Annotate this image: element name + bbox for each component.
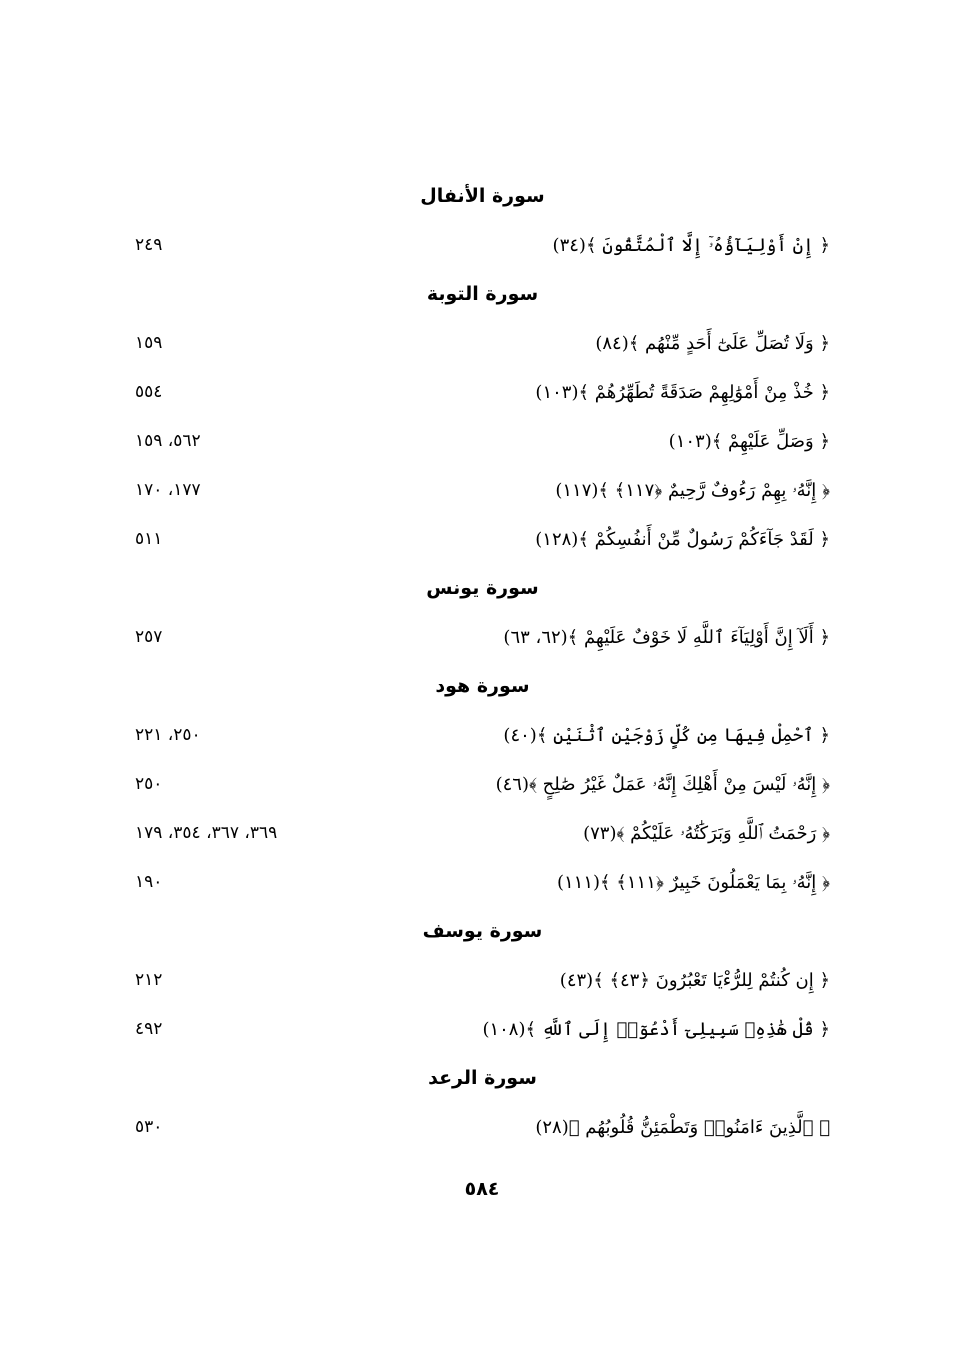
verse-text: ﴿ ٱلَّذِينَ ءَامَنُوا۟ وَتَطْمَئِنُّ قُلُوبُهُم ﴾(٢٨) xyxy=(535,1117,830,1138)
surah-title: سورة التوبة xyxy=(426,283,539,305)
verse-text: ﴿ ٱحْمِلْ فِيهَا مِن كُلٍّ زَوْجَيْنِ ٱثْنَيْنِ ﴾(٤٠) xyxy=(503,725,830,746)
verse-text: ﴿ إِنَّهُۥ بِهِمْ رَءُوفٌ رَّحِيمٌ ﴿١١٧﴾ ﴾(١١٧) xyxy=(555,480,830,501)
page-references: ٣٦٩، ٣٦٧، ٣٥٤، ١٧٩ xyxy=(135,823,278,843)
page-references: ١٩٠ xyxy=(135,872,163,892)
page-references: ٥٥٤ xyxy=(135,382,163,402)
verse-index xyxy=(135,172,830,1152)
surah-title: سورة الأنفال xyxy=(420,185,545,207)
verse-text: ﴿ إِنَّهُۥ لَيْسَ مِنْ أَهْلِكَ إِنَّهُۥ عَمَلٌ غَيْرُ صَٰلِحٍ ﴾(٤٦) xyxy=(495,774,830,795)
verse-text: ﴿ قُلْ هَٰذِهِۦ سَبِيلِىٓ أَدْعُوٓا۟ إِلَى ٱللَّهِ ﴾(١٠٨) xyxy=(482,1019,830,1040)
index-entry xyxy=(135,368,830,417)
page-references: ٢٥٠ xyxy=(135,774,163,794)
index-entry xyxy=(135,809,830,858)
verse-text: ﴿ خُذْ مِنْ أَمْوَٰلِهِمْ صَدَقَةً تُطَهِّرُهُمْ ﴾(١٠٣) xyxy=(535,382,830,403)
page-references: ٤٩٢ xyxy=(135,1019,163,1039)
index-entry xyxy=(135,515,830,564)
index-entry xyxy=(135,613,830,662)
page-references: ١٥٩ xyxy=(135,333,163,353)
surah-title: سورة يوسف xyxy=(422,920,543,942)
page-references: ٥١١ xyxy=(135,529,163,549)
surah-title: سورة يونس xyxy=(426,577,539,599)
index-entry xyxy=(135,466,830,515)
page-references: ٢٤٩ xyxy=(135,235,163,255)
index-entry xyxy=(135,417,830,466)
verse-text: ﴿ أَلَآ إِنَّ أَوْلِيَآءَ ٱللَّهِ لَا خَوْفٌ عَلَيْهِمْ ﴾(٦٢، ٦٣) xyxy=(503,627,830,648)
verse-text: ﴿ رَحْمَتُ ٱللَّهِ وَبَرَكَٰتُهُۥ عَلَيْكُمْ ﴾(٧٣) xyxy=(583,823,830,844)
index-entry xyxy=(135,1103,830,1152)
verse-text: ﴿ وَصَلِّ عَلَيْهِمْ ﴾(١٠٣) xyxy=(668,431,830,452)
index-entry xyxy=(135,221,830,270)
page-references: ٢١٢ xyxy=(135,970,163,990)
verse-text: ﴿ إِنَّهُۥ بِمَا يَعْمَلُونَ خَبِيرٌ ﴿١١١﴾ ﴾(١١١) xyxy=(556,872,830,893)
index-entry xyxy=(135,319,830,368)
index-entry xyxy=(135,956,830,1005)
surah-title: سورة الرعد xyxy=(428,1067,537,1089)
index-entry xyxy=(135,711,830,760)
verse-text: ﴿ لَقَدْ جَآءَكُمْ رَسُولٌ مِّنْ أَنفُسِكُمْ ﴾(١٢٨) xyxy=(535,529,830,550)
surah-title: سورة هود xyxy=(435,675,530,697)
verse-text: ﴿ وَلَا تُصَلِّ عَلَىٰٓ أَحَدٍ مِّنْهُم ﴾(٨٤) xyxy=(595,333,830,354)
index-entry xyxy=(135,1005,830,1054)
page-references: ٢٥٧ xyxy=(135,627,163,647)
page-references: ٥٣٠ xyxy=(135,1117,163,1137)
page-references: ٢٥٠، ٢٢١ xyxy=(135,725,201,745)
index-entry xyxy=(135,760,830,809)
index-entry xyxy=(135,858,830,907)
page-references: ١٧٧، ١٧٠ xyxy=(135,480,201,500)
verse-text: ﴿ إِنْ أَوْلِيَآؤُهُۥٓ إِلَّا ٱلْمُتَّقُونَ ﴾(٣٤) xyxy=(552,235,830,256)
verse-text: ﴿ إِن كُنتُمْ لِلرُّءْيَا تَعْبُرُونَ ﴿٤٣﴾ ﴾(٤٣) xyxy=(559,970,830,991)
page-references: ٥٦٢، ١٥٩ xyxy=(135,431,201,451)
page-number: ٥٨٤ xyxy=(464,1178,500,1200)
